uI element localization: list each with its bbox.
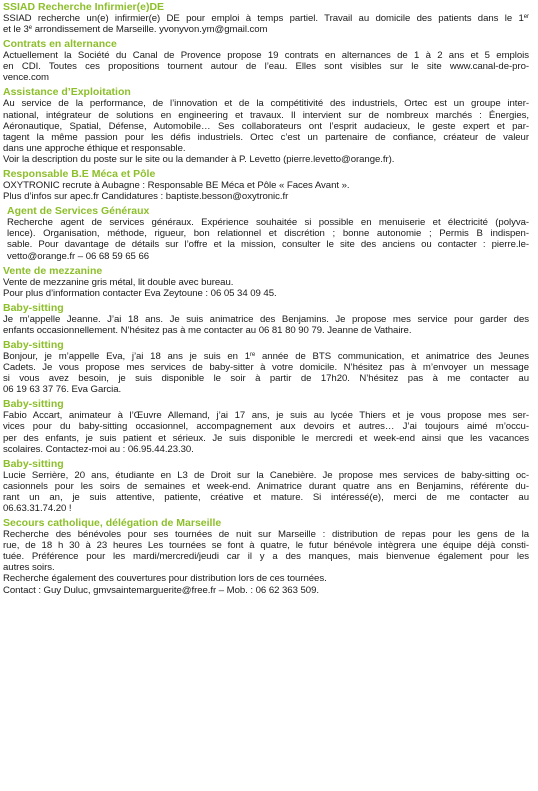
ad-body-line: Plus d’infos sur apec.fr Candidatures : baptiste.besson@oxytronic.fr — [3, 191, 289, 203]
ad-body — [3, 13, 529, 35]
ad-body-line: vence.com — [3, 72, 49, 84]
ad-body-line: enfants occasionnellement. N’hésitez pas à me contacter au 06 81 80 90 79. Jeanne de Vathaire. — [3, 324, 412, 336]
ad-agent-de-services-generaux — [3, 204, 529, 261]
ad-body-line: Aéronautique, Spatial, Défense, Automobile… Ses collaborateurs ont l’esprit audacieux, le geste expert et par- — [3, 120, 529, 132]
ad-body-line: casionnels pour les soirs de semaines et week-end. Animatrice durant quatre ans en Benjamins, référente du- — [3, 480, 529, 492]
ad-title: Secours catholique, délégation de Marseille — [3, 517, 222, 530]
ad-body-line: en CDI. Toutes ces propositions tournent autour de l’eau. Elles sont visibles sur le site www.canal-de-pro- — [3, 61, 529, 73]
ad-baby-sitting — [3, 457, 529, 514]
ad-body-line: Contact : Guy Duluc, gmvsaintemarguerite@free.fr – Mob. : 06 62 363 509. — [3, 584, 319, 596]
ad-body — [3, 410, 529, 454]
ad-body-line: national, intégrateur de solutions en engineering et travaux. Il intervient sur de nombreux marchés : Énergies, — [3, 109, 529, 121]
ad-body-line: Recherche également des couvertures pour distribution lors de ces tournées. — [3, 573, 327, 585]
ad-body-line: si vous avez besoin, je suis disponible le soir à partir de 17h20. N’hésitez pas à me contacter au — [3, 373, 529, 385]
ad-body — [3, 180, 529, 202]
ad-baby-sitting — [3, 397, 529, 454]
ad-body-line: Vente de mezzanine gris métal, lit double avec bureau. — [3, 276, 234, 288]
ad-body-line: Pour plus d’information contacter Eva Zeytoune : 06 05 34 09 45. — [3, 287, 277, 299]
ad-contrats-en-alternance — [3, 37, 529, 83]
ad-body-line: OXYTRONIC recrute à Aubagne : Responsable BE Méca et Pôle « Faces Avant ». — [3, 180, 350, 192]
ad-secours-catholique-delegation-de-marseille — [3, 516, 529, 596]
ad-title: Baby-sitting — [3, 457, 64, 470]
ad-title: SSIAD Recherche Infirmier(e)DE — [3, 1, 165, 13]
ad-body-line: et le 3e arrondissement de Marseille. yvonyvon.ym@gmail.com — [3, 24, 268, 36]
ad-body — [3, 50, 529, 83]
ad-body-line: per des enfants, je suis patient et sérieux. Je suis disponible le mercredi et week-end ainsi que les vacances — [3, 432, 529, 444]
ad-body-line: vices pour du baby-sitting occasionnel, accompagnement aux devoirs et autres… J’ai toujours aimé m’occu- — [3, 421, 529, 433]
ad-body-line: 06 19 63 37 76. Eva Garcia. — [3, 384, 122, 396]
ad-baby-sitting — [3, 338, 529, 395]
ad-title: Contrats en alternance — [3, 38, 117, 51]
ad-title: Assistance d’Exploitation — [3, 86, 131, 99]
ad-body-line: Au service de la performance, de l’innovation et de la compétitivité des industriels, Ortec est un groupe inter- — [3, 98, 529, 110]
ad-body-line: tagent la même passion pour les défis industriels. Ortec c’est un partenaire de confiance, créateur de valeur — [3, 131, 529, 143]
ad-body — [3, 351, 529, 395]
ad-responsable-b-e-meca-et-pole — [3, 167, 529, 202]
ad-title: Agent de Services Généraux — [7, 205, 150, 218]
ad-body-line: sable. Pour davantage de détails sur l’offre et la mission, consulter le site des anciens ou contacter : pierre.le- — [7, 239, 529, 251]
ad-title: Responsable B.E Méca et Pôle — [3, 168, 156, 181]
ad-title: Baby-sitting — [3, 338, 64, 351]
ad-body — [3, 277, 529, 299]
ad-body-line: Actuellement la Société du Canal de Provence propose 19 contrats en alternances de 1 à 2 ans et 5 emplois — [3, 50, 529, 62]
ad-title: Baby-sitting — [3, 398, 64, 411]
ad-body-line: scolaires. Contactez-moi au : 06.95.44.23.30. — [3, 443, 194, 455]
classified-ads-column — [3, 0, 529, 598]
ad-body-line: rant un an, je suis attentive, patiente, créative et mature. Si intéressé(e), merci de me contacter au — [3, 491, 529, 503]
ad-body — [3, 529, 529, 596]
ad-body-line: lence). Organisation, méthode, rigueur, bon relationnel et discrétion ; bonne autonomie ; Permis B indispen- — [7, 228, 529, 240]
ad-body-line: vetto@orange.fr – 06 68 59 65 66 — [7, 250, 150, 262]
ad-body-line: autres soirs. — [3, 562, 55, 574]
ad-body — [3, 470, 529, 514]
ad-body-line: Cadets. Je vous propose mes services de baby-sitter à votre domicile. N’hésitez pas à m’envoyer un message — [3, 362, 529, 374]
ad-body-line: Recherche agent de services généraux. Expérience souhaitée si possible en menuiserie et électricité (polyva- — [7, 217, 529, 229]
ad-body-line: SSIAD recherche un(e) infirmier(e) DE pour emploi à temps partiel. Travail au domicile des patients dans le 1er — [3, 13, 529, 24]
ad-body-line: Bonjour, je m’appelle Eva, j’ai 18 ans je suis en 1re année de BTS communication, et animatrice des Jeunes — [3, 350, 529, 362]
ad-ssiad-recherche-infirmier-e-de — [3, 0, 529, 35]
ad-assistance-d-exploitation — [3, 85, 529, 165]
ad-title: Baby-sitting — [3, 301, 64, 314]
ad-body-line: Fabio Accart, animateur à l’Œuvre Allemand, j’ai 17 ans, je suis au lycée Thiers et je vous propose mes ser- — [3, 410, 529, 422]
ad-body — [3, 314, 529, 336]
ad-body-line: Lucie Serrière, 20 ans, étudiante en L3 de Droit sur la Canebière. Je propose mes services de baby-sitting oc- — [3, 469, 529, 481]
ad-body-line: 06.63.31.74.20 ! — [3, 503, 72, 514]
ad-baby-sitting — [3, 301, 529, 336]
ad-vente-de-mezzanine — [3, 264, 529, 299]
ad-body-line: Voir la description du poste sur le site ou la demander à P. Levetto (pierre.levetto@orange.fr). — [3, 153, 395, 165]
ad-body-line: tuée. Préférence pour les mardi/mercredi/jeudi car il y a des manques, mais bienvenue également pour les — [3, 551, 529, 563]
ad-body-line: Recherche des bénévoles pour ses tournées de nuit sur Marseille : distribution de repas pour les gens de la — [3, 529, 529, 541]
ad-body-line: rue, de 18 h 30 à 23 heures Les tournées se font à quatre, le futur bénévole intègrera une équipe déjà consti- — [3, 540, 529, 552]
ad-body-line: dans une approche éthique et responsable. — [3, 142, 186, 154]
ad-body — [3, 98, 529, 165]
ad-title: Vente de mezzanine — [3, 264, 103, 277]
ad-body — [7, 217, 529, 261]
ad-body-line: Je m’appelle Jeanne. J’ai 18 ans. Je suis animatrice des Benjamins. Je propose mes service pour garder des — [3, 313, 529, 325]
